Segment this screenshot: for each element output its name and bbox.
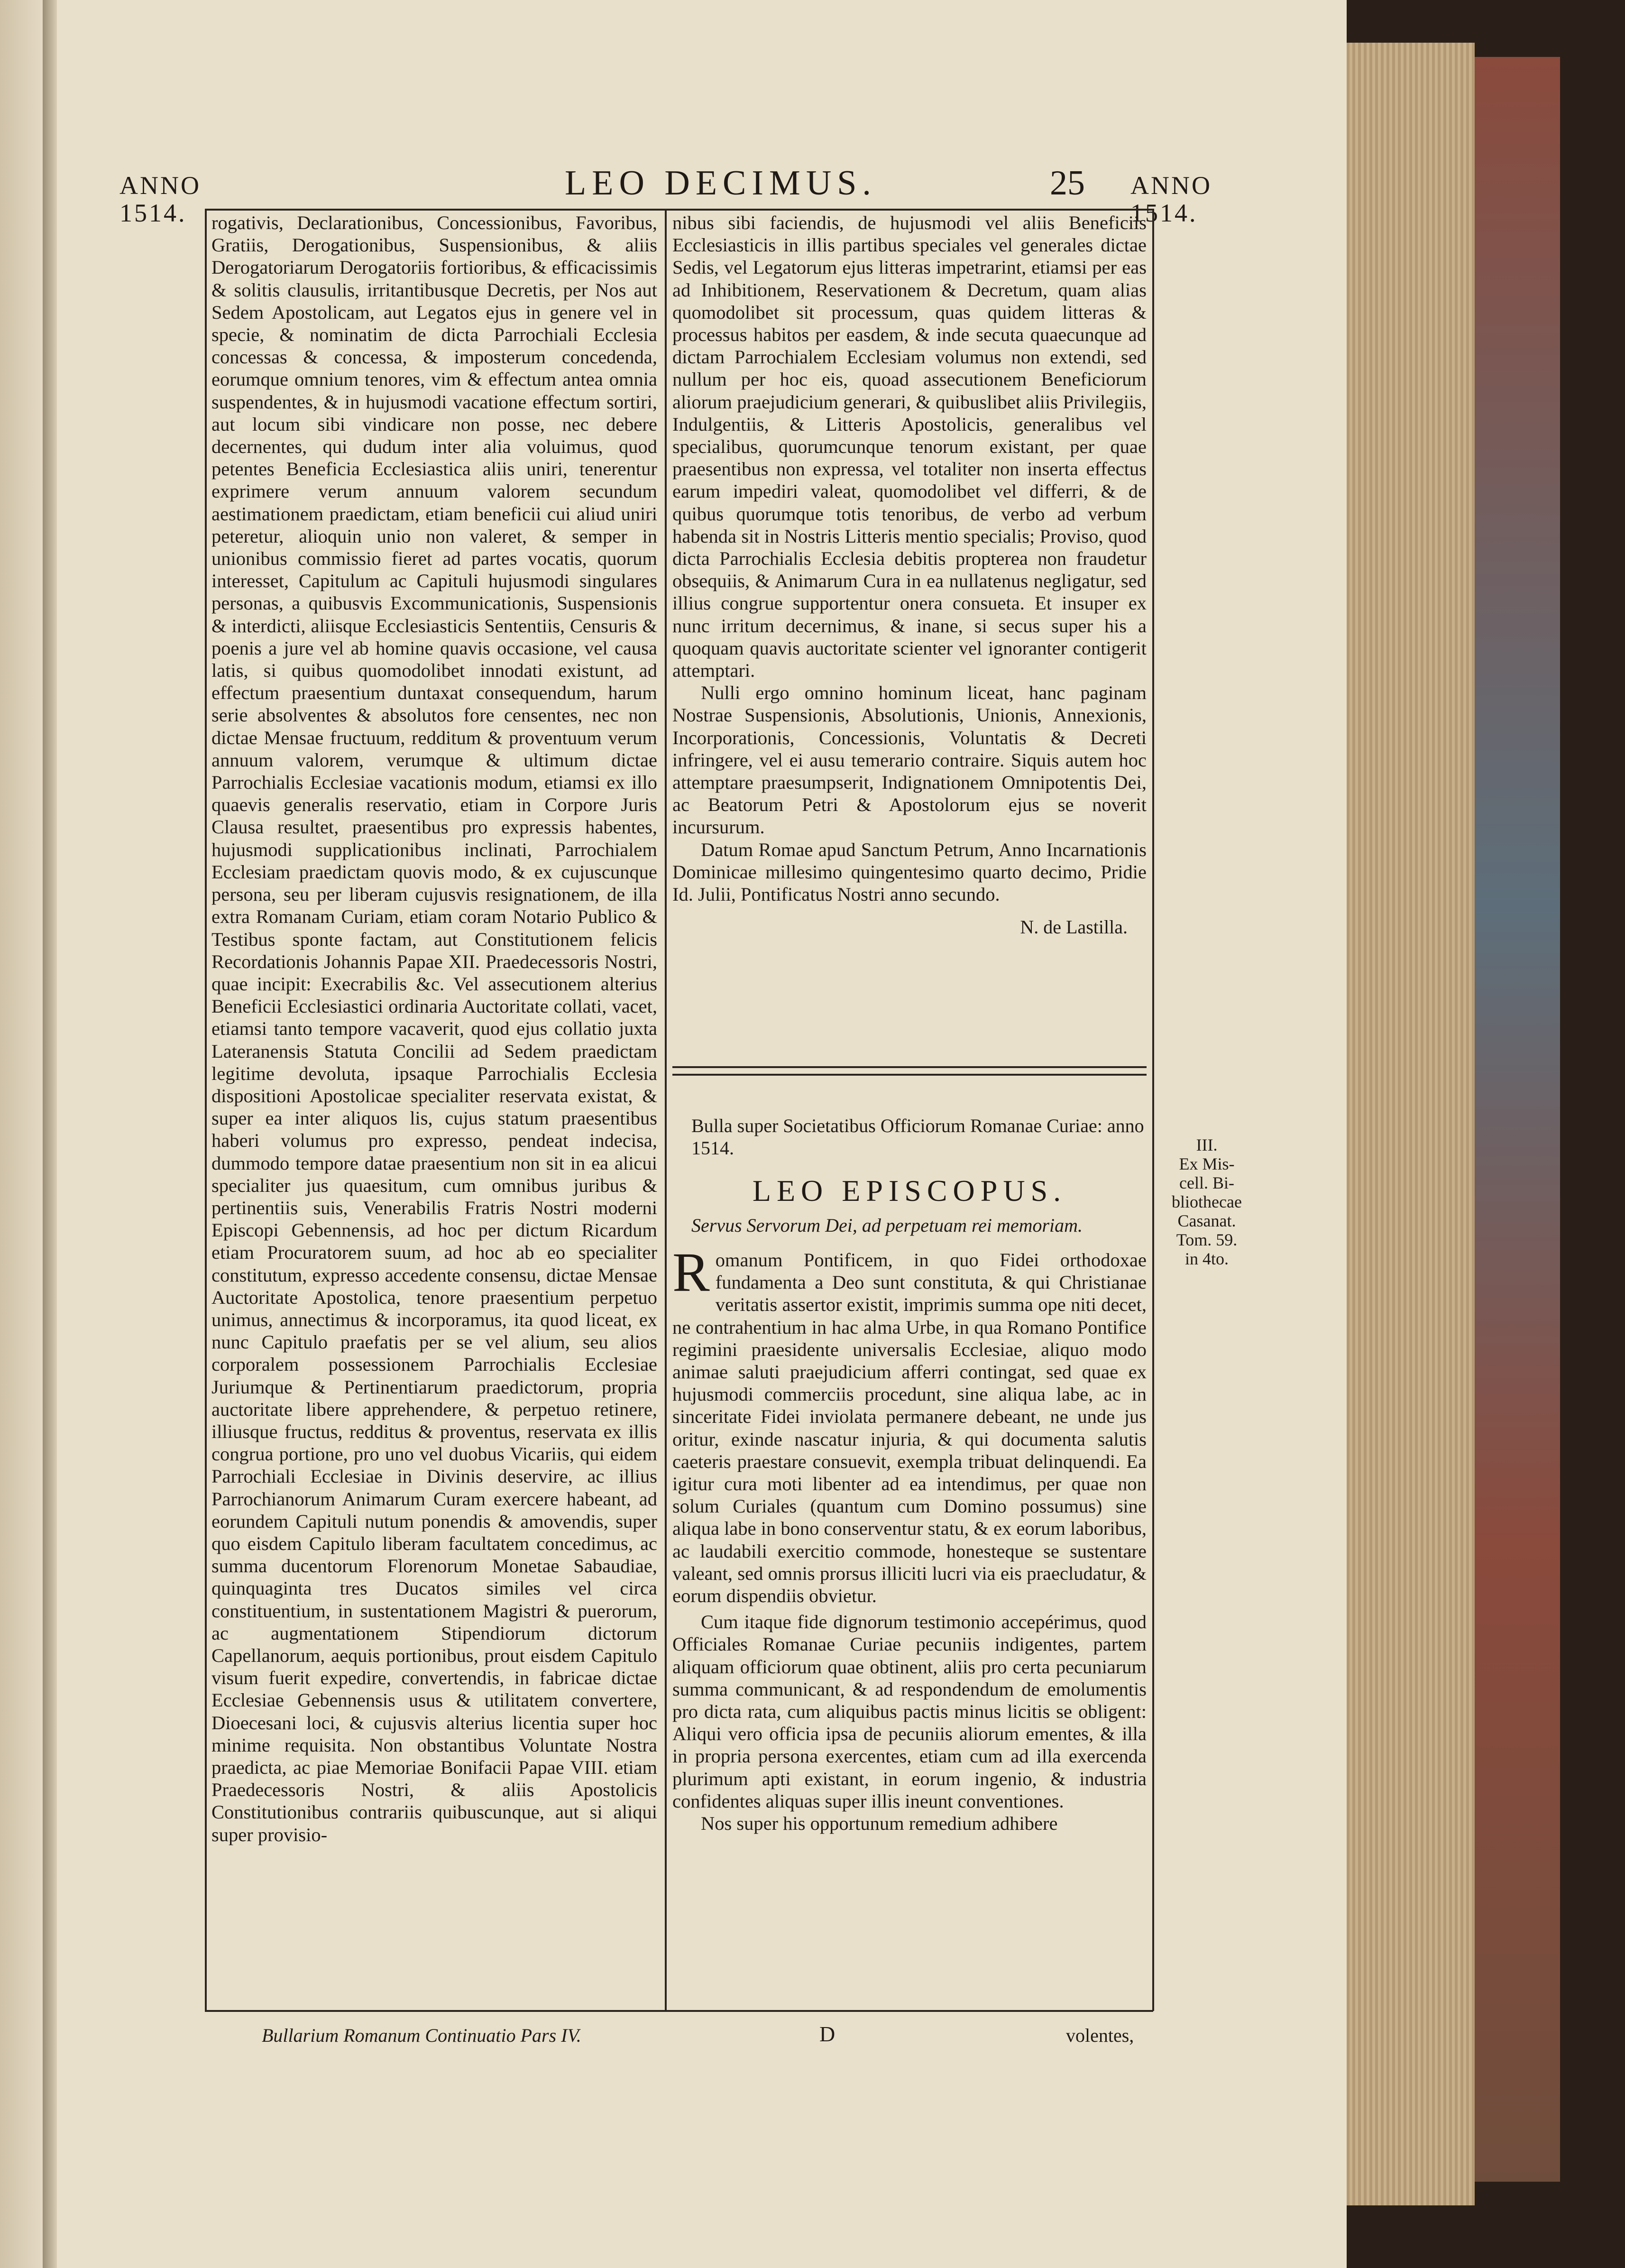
book-gutter (43, 0, 57, 2268)
column-divider-rule (665, 209, 667, 2011)
bottom-rule (205, 2010, 1153, 2012)
section-separator-2 (672, 1074, 1147, 1076)
left-border-rule (205, 209, 207, 2011)
catchword: volentes, (1066, 2025, 1134, 2046)
nulli-paragraph: Nulli ergo omnino hominum liceat, hanc paginam Nostrae Suspensionis, Absolutionis, Unionis, Annexionis, Incorporationis, Concessionis, Voluntatis & Decreti infringere, vel ei ausu temerario contraire. Siquis autem hoc attemptare praesumpserit, Indignationem Omnipotentis Dei, ac Beatorum Petri & Apostolorum ejus se noverit incursurum. (672, 682, 1147, 838)
anno-right: ANNO 1514. (1130, 171, 1212, 227)
signature: N. de Lastilla. (1020, 916, 1128, 938)
datum-paragraph: Datum Romae apud Sanctum Petrum, Anno Incarnationis Dominicae millesimo quingentesimo quarto decimo, Pridie Id. Julii, Pontificatus Nostri anno secundo. (672, 839, 1147, 905)
facing-page-edge (0, 0, 43, 2268)
nos-super-paragraph: Nos super his opportunum remedium adhibere (701, 1813, 1058, 1835)
right-border-rule (1152, 209, 1154, 2011)
running-title: LEO DECIMUS. (565, 164, 877, 203)
header-rule (205, 209, 1153, 211)
book-cover-board (1475, 57, 1560, 2182)
marginal-note: III. Ex Mis- cell. Bi- bliothecae Casanat. Tom. 59. in 4to. (1172, 1135, 1242, 1268)
left-column-text: rogativis, Declarationibus, Concessionibus, Favoribus, Gratiis, Derogationibus, Suspensionibus, & aliis Derogatoriarum Derogatoriis fortioribus, & efficacissimis & solitis clausulis, irritantibusque Decretis, per Nos aut Sedem Apostolicam, aut Legatos ejus in genere vel in specie, & nominatim de dicta Parrochiali Ecclesia concessas & concessa, & imposterum concedenda, eorumque omnium tenores, vim & effectum antea omnia suspendentes, & in hujusmodi vacatione effectum sortiri, aut locum sibi vindicare non posse, nec debere decernentes, qui dudum inter alia voluimus, quod petentes Beneficia Ecclesiastica aliis uniri, tenerentur exprimere verum annuum valorem secundum aestimationem praedictam, etiam beneficii cui aliud uniri peteretur, alioquin unio non valeret, & semper in unionibus commissio fieret ad partes vocatis, quorum interesset, Capitulum ac Capituli hujusmodi singulares personas, a quibusvis Excommunicationis, Suspensionis & interdicti, aliisque Ecclesiasticis Sententiis, Censuris & poenis a jure vel ab homine quavis occasione, vel causa latis, si quibus quomodolibet innodati existunt, ad effectum praesentium duntaxat consequendum, harum serie absolventes & absolutos fore censentes, nec non dictae Mensae fructuum, redditum & proventuum verum annuum valorem, verumque & ultimum dictae Parrochialis Ecclesiae vacationis modum, etiamsi ex illo quaevis generalis reservatio, etiam in Corpore Juris Clausa resultet, praesentibus pro expressis habentes, hujusmodi supplicationibus inclinati, Parrochialem Ecclesiam praedictam quovis modo, & ex cujuscunque persona, seu per liberam cujusvis resignationem, de illa extra Romanam Curiam, etiam coram Notario Publico & Testibus sponte factam, aut Constitutionem felicis Recordationis Johannis Papae XII. Praedecessoris Nostri, quae incipit: Execrabilis &c. Vel assecutionem alterius Beneficii Ecclesiastici ordinaria Auctoritate collati, vacet, etiamsi tanto tempore vacaverit, quod ejus collatio juxta Lateranensis Statuta Concilii ad Sedem praedictam legitime devoluta, ipsaque Parrochialis Ecclesia dispositioni Apostolicae specialiter reservata existat, & super ea inter aliquos lis, cujus statum praesentibus haberi volumus pro expresso, pendeat indecisa, dummodo tempore datae praesentium non sit in ea alicui specialiter jus quaesitum, cum omnibus juribus & pertinentiis suis, Venerabilis Fratris Nostri moderni Episcopi Gebennensis, ad hoc per dictum Ricardum etiam Procuratorem suum, ad hoc ab eo specialiter constitutum, expresso accedente consensu, dictae Mensae Auctoritate Apostolica, tenore praesentium perpetuo unimus, annectimus & incorporamus, ita quod liceat, ex nunc Capitulo praefatis per se vel alium, seu alios corporalem possessionem Parrochialis Ecclesiae Juriumque & Pertinentiarum praedictorum, propria auctoritate libere apprehendere, & perpetuo retinere, illiusque fructus, redditus & proventus, reservata ex illis congrua portione, pro uno vel duobus Vicariis, qui eidem Parrochiali Ecclesiae in Divinis deservire, ac illius Parrochianorum Animarum Curam exercere habeant, ad eorundem Capituli nutum ponendis & amovendis, super quo eisdem Capitulo liberam facultatem concedimus, ac summa ducentorum Florenorum Monetae Sabaudiae, quinquaginta tres Ducatos similes vel circa constituentium, in sustentationem Magistri & puerorum, ac augmentationem Stipendiorum dictorum Capellanorum, aequis portionibus, prout eisdem Capitulo visum fuerit expedire, convertendis, in fabricae dictae Ecclesiae Gebennensis usus & utilitatem convertere, Dioecesani loci, & cujusvis alterius licentia super hoc minime requisita. Non obstantibus Voluntate Nostra praedicta, ac piae Memoriae Bonifacii Papae VIII. etiam Praedecessoris Nostri, & aliis Apostolicis Constitutionibus contrariis quibuscunque, aut si aliqui super provisio- (211, 212, 657, 1845)
dropcap-r: R (672, 1241, 710, 1303)
servus-servorum: Servus Servorum Dei, ad perpetuam rei memoriam. (691, 1215, 1083, 1236)
right-column-text-top: nibus sibi faciendis, de hujusmodi vel aliis Beneficiis Ecclesiasticis in illis partibus speciales vel generales dictae Sedis, vel Legatorum ejus litteras impetrarint, etiamsi per eas ad Inhibitionem, Reservationem & Decretum, quam alias quomodolibet sit processum, quas quidem litteras & processus habitos per easdem, & inde secuta quaecunque ad dictam Parrochialem Ecclesiam volumus non extendi, sed nullum per hoc eis, quoad assecutionem Beneficiorum aliorum praejudicium generari, & quibuslibet aliis Privilegiis, Indulgentiis, & Litteris Apostolicis, generalibus vel specialibus, quorumcunque tenorum existant, per quae praesentibus non expressa, vel totaliter non inserta effectus earum impediri valeat, quomodolibet vel differri, & de quibus quorumque totis tenoribus, de verbo ad verbum habenda sit in Nostris Litteris mentio specialis; Proviso, quod dicta Parrochialis Ecclesia debitis propterea non fraudetur obsequiis, & Animarum Cura in ea nullatenus negligatur, sed illius congrue supportentur onera consueta. Et insuper ex nunc irritum decernimus, & inane, si secus super his a quoquam quavis auctoritate scienter vel ignoranter contigerit attemptari. (672, 212, 1147, 682)
page-block-edges (1347, 43, 1475, 2205)
cum-itaque-paragraph: Cum itaque fide dignorum testimonio accepérimus, quod Officiales Romanae Curiae pecuniis indigentes, partem aliquam officiorum quae obtinent, aliis pro certa pecuniarum summa communicant, & ad respondendum de emolumentis pro dicta rata, cum aliquibus pactis minus licitis se obligent: Aliqui vero officia ipsa de pecuniis aliorum ementes, & illa in propria persona exercentes, etiam cum ad illa exercenda plurimum apti existant, in eorum ingenio, & industria confidentes aliquas super illis ineunt conventiones. (672, 1611, 1147, 1812)
section-separator (672, 1066, 1147, 1068)
page-number: 25 (1050, 164, 1085, 203)
romanum-paragraph: omanum Pontificem, in quo Fidei orthodoxae fundamenta a Deo sunt constituta, & qui Christianae veritatis assertor existit, imprimis summa ope niti decet, ne contrahentium in hac alma Urbe, in qua Romano Pontifice regimini praesidente universalis Ecclesiae, aliquo modo animae saluti praejudicium afferri contingat, sed quae ex hujusmodi commerciis procedunt, sine aliqua labe, ac in sinceritate Fidei inviolata permanere debeant, ne unde jus oritur, exinde nascatur injuria, & qui documenta salutis caeteris praestare consuevit, exempla tribuat delinquendi. Ea igitur cura moti libenter ad ea intendimus, per quae non solum Curiales (quantum cum Domino possumus) sine aliqua labe in bono conserventur statu, & ex eorum laboribus, ac laudabili exercitio commode, honesteque se sustentare valeant, sed omnis prorsus illiciti lucri via eis praecludatur, & eorum dispendiis obvietur. (672, 1249, 1147, 1607)
bulla-section (672, 1115, 1147, 1835)
anno-left: ANNO 1514. (119, 171, 201, 227)
signature-mark: D (819, 2022, 835, 2046)
book-page (57, 0, 1347, 2268)
footer-title: Bullarium Romanum Continuatio Pars IV. (262, 2025, 581, 2046)
bulla-title: Bulla super Societatibus Officiorum Romanae Curiae: anno 1514. (691, 1115, 1144, 1159)
right-column (672, 212, 1147, 938)
leo-episcopus-heading: LEO EPISCOPUS. (752, 1174, 1067, 1208)
